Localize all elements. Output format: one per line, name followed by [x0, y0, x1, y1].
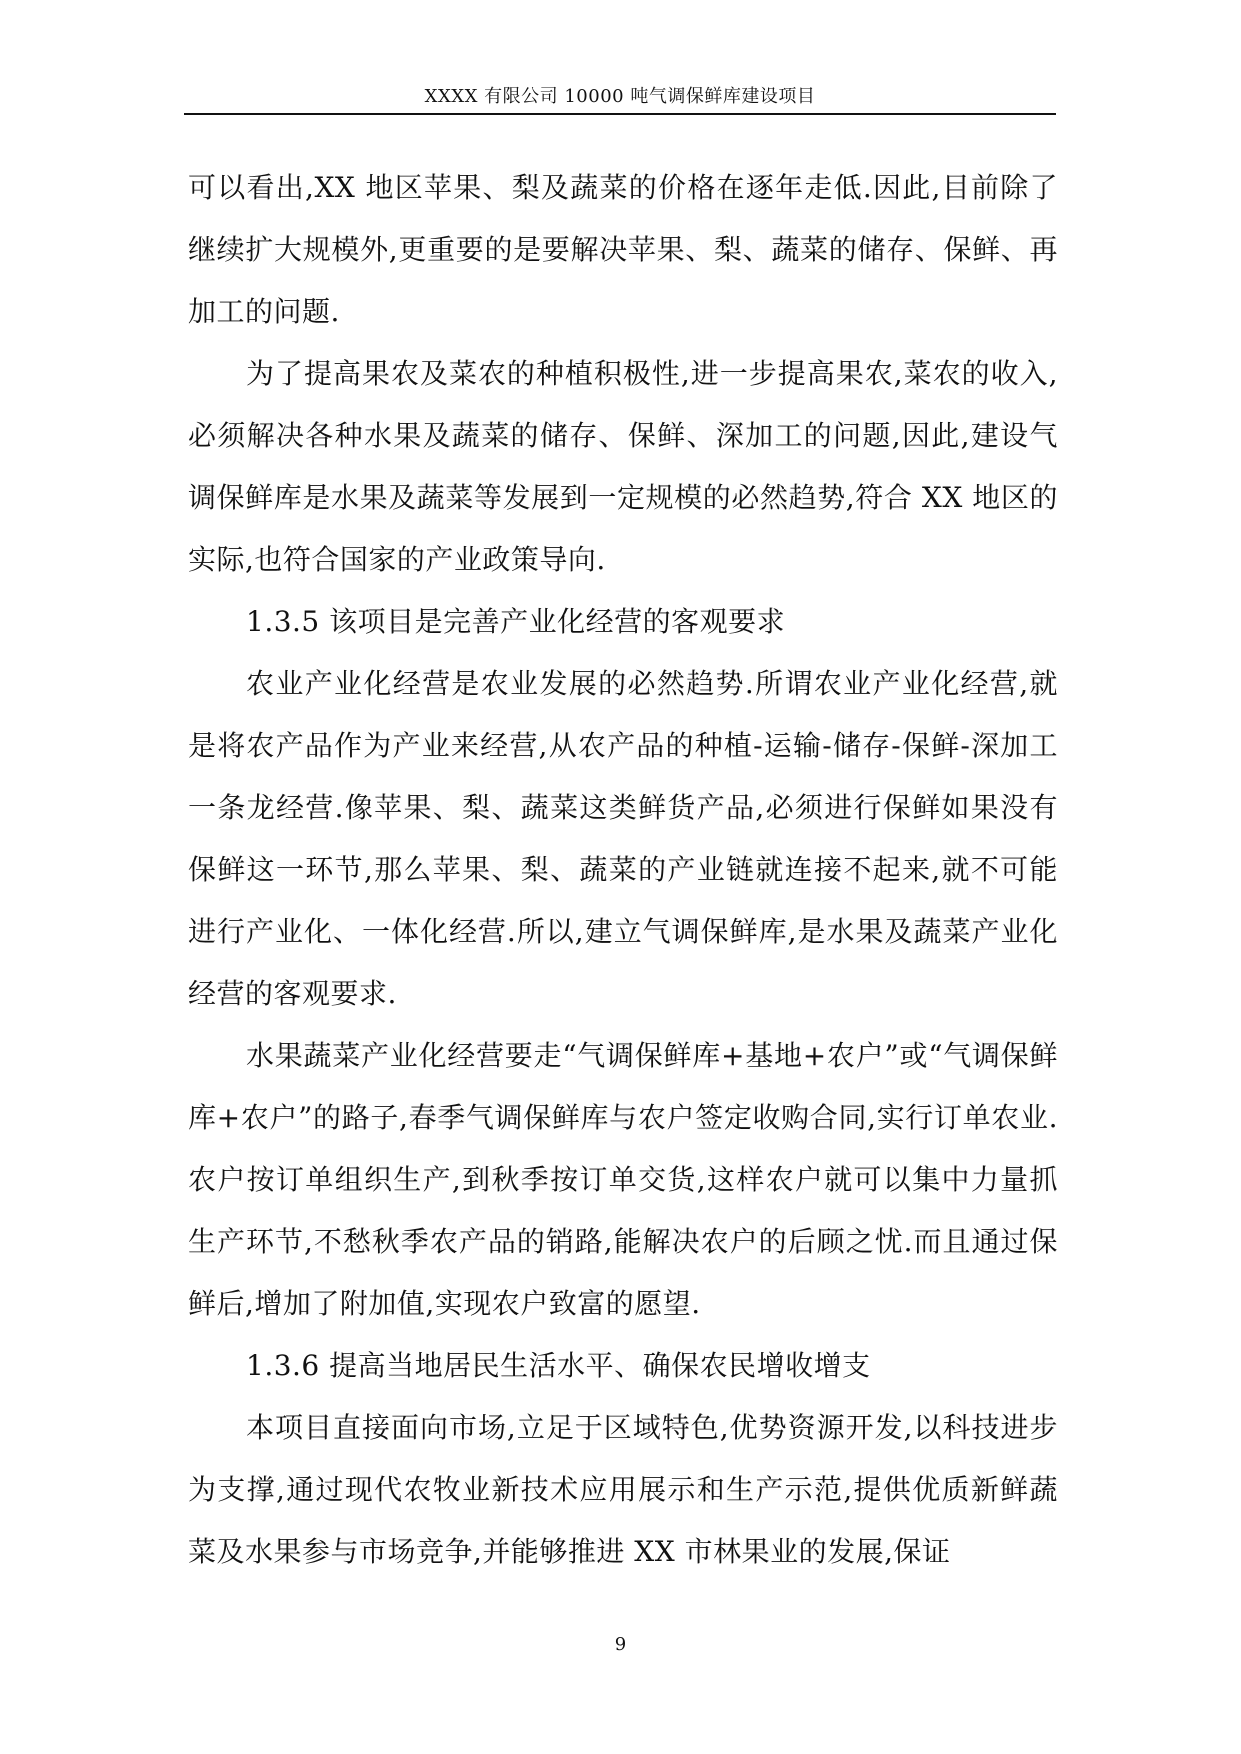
page-number: 9 — [614, 1634, 627, 1655]
paragraph-income-storage: 为了提高果农及菜农的种植积极性,进一步提高果农,菜农的收入,必须解决各种水果及蔬菜的储存、保鲜、深加工的问题,因此,建设气调保鲜库是水果及蔬菜等发展到一定规模的必然趋势,符合 XX 地区的实际,也符合国家的产业政策导向. — [188, 357, 1058, 576]
page-header: XXXX 有限公司 10000 吨气调保鲜库建设项目 — [424, 86, 816, 107]
document-body — [188, 157, 1058, 1583]
section-heading-1-3-6: 1.3.6 提高当地居民生活水平、确保农民增收增支 — [246, 1349, 871, 1382]
paragraph-market-oriented: 本项目直接面向市场,立足于区域特色,优势资源开发,以科技进步为支撑,通过现代农牧业新技术应用展示和生产示范,提供优质新鲜蔬菜及水果参与市场竞争,并能够推进 XX 市林果业的发展,保证 — [188, 1411, 1058, 1568]
section-heading-1-3-5: 1.3.5 该项目是完善产业化经营的客观要求 — [246, 605, 786, 638]
header-rule — [184, 113, 1056, 115]
paragraph-industrialization: 农业产业化经营是农业发展的必然趋势.所谓农业产业化经营,就是将农产品作为产业来经营,从农产品的种植-运输-储存-保鲜-深加工一条龙经营.像苹果、梨、蔬菜这类鲜货产品,必须进行保鲜如果没有保鲜这一环节,那么苹果、梨、蔬菜的产业链就连接不起来,就不可能进行产业化、一体化经营.所以,建立气调保鲜库,是水果及蔬菜产业化经营的客观要求. — [188, 667, 1058, 1010]
paragraph-continuation: 可以看出,XX 地区苹果、梨及蔬菜的价格在逐年走低.因此,目前除了继续扩大规模外,更重要的是要解决苹果、梨、蔬菜的储存、保鲜、再加工的问题. — [188, 171, 1058, 328]
paragraph-order-farming: 水果蔬菜产业化经营要走“气调保鲜库+基地+农户”或“气调保鲜库+农户”的路子,春季气调保鲜库与农户签定收购合同,实行订单农业.农户按订单组织生产,到秋季按订单交货,这样农户就可以集中力量抓生产环节,不愁秋季农产品的销路,能解决农户的后顾之忧.而且通过保鲜后,增加了附加值,实现农户致富的愿望. — [188, 1039, 1058, 1320]
